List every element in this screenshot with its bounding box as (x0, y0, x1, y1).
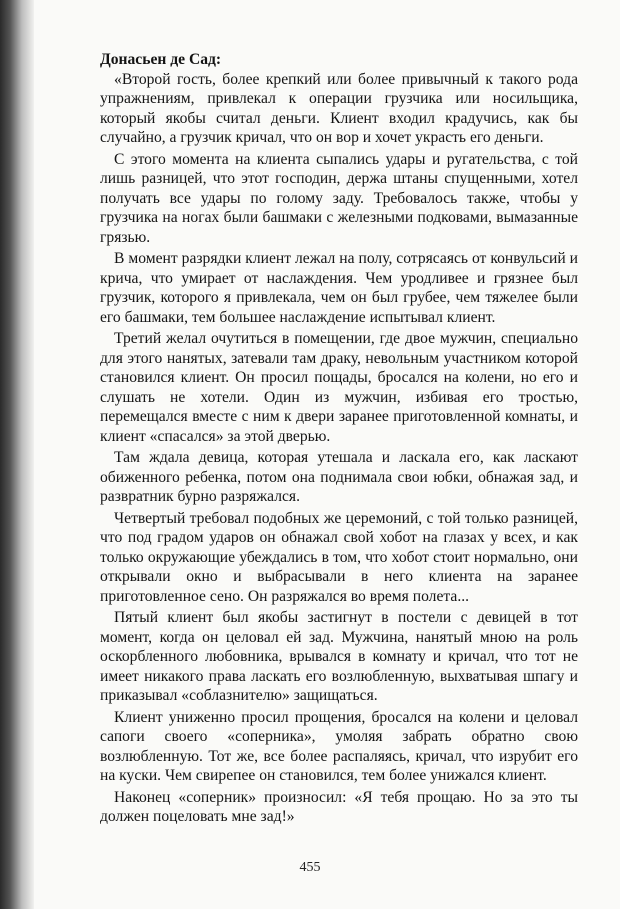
paragraph: В момент разрядки клиент лежал на полу, сотрясаясь от конвульсий и крича, что умирает от наслаждения. Чем уродливее и грязнее был грузчик, которого я привлекала, чем он был грубее, чем тяжелее были его башмаки, тем большее наслаждение испытывал клиент. (100, 250, 578, 326)
paragraph: «Второй гость, более крепкий или более привычный к такого рода упражнениям, привлекал к операции грузчика или носильщика, который якобы считал деньги. Клиент входил крадучись, как бы случайно, а грузчик кричал, что он вор и хочет украсть его деньги. (100, 70, 578, 146)
paragraph: С этого момента на клиента сыпались удары и ругательства, с той лишь разницей, что этот господин, держа штаны спущенными, хотел получать все удары по голому заду. Требовалось также, чтобы у грузчика на ногах были башмаки с железными подковами, вымазанные грязью. (100, 150, 578, 246)
paragraph: Наконец «соперник» произносил: «Я тебя прощаю. Но за это ты должен поцеловать мне зад!» (100, 788, 578, 825)
paragraph: Четвертый требовал подобных же церемоний, с той только разницей, что под градом ударов он обнажал свой хобот на глазах у всех, и как только окружающие убеждались в том, что хобот стоит нормально, они открывали окно и выбрасывали в него клиента на заранее приготовленное сено. Он разряжался во время полета... (100, 509, 578, 605)
section-heading: Донасьен де Сад: (100, 51, 222, 68)
page-number: 455 (299, 860, 321, 875)
scan-edge-shadow (0, 0, 34, 909)
paragraph: Там ждала девица, которая утешала и ласкала его, как ласкают обиженного ребенка, потом она поднимала свои юбки, обнажая зад, и развратник бурно разряжался. (100, 449, 578, 505)
page-body (100, 50, 578, 827)
paragraph: Пятый клиент был якобы застигнут в постели с девицей в тот момент, когда он целовал ей зад. Мужчина, нанятый мною на роль оскорбленного любовника, врывался в комнату и кричал, что тот не имеет никакого права ласкать его возлюбленную, выхватывая шпагу и приказывал «соблазнителю» защищаться. (100, 609, 578, 704)
paragraph: Клиент униженно просил прощения, бросался на колени и целовал сапоги своего «соперника», умоляя забрать обратно свою возлюбленную. Тот же, все более распаляясь, кричал, что изрубит его на куски. Чем свирепее он становился, тем более унижался клиент. (100, 708, 578, 784)
paragraph: Третий желал очутиться в помещении, где двое мужчин, специально для этого нанятых, затевали там драку, невольным участником которой становился клиент. Он просил пощады, бросался на колени, но его и слушать не хотели. Один из мужчин, избивая его тростью, перемещался вместе с ним к двери заранее приготовленной комнаты, и клиент «спасался» за этой дверью. (100, 330, 578, 445)
